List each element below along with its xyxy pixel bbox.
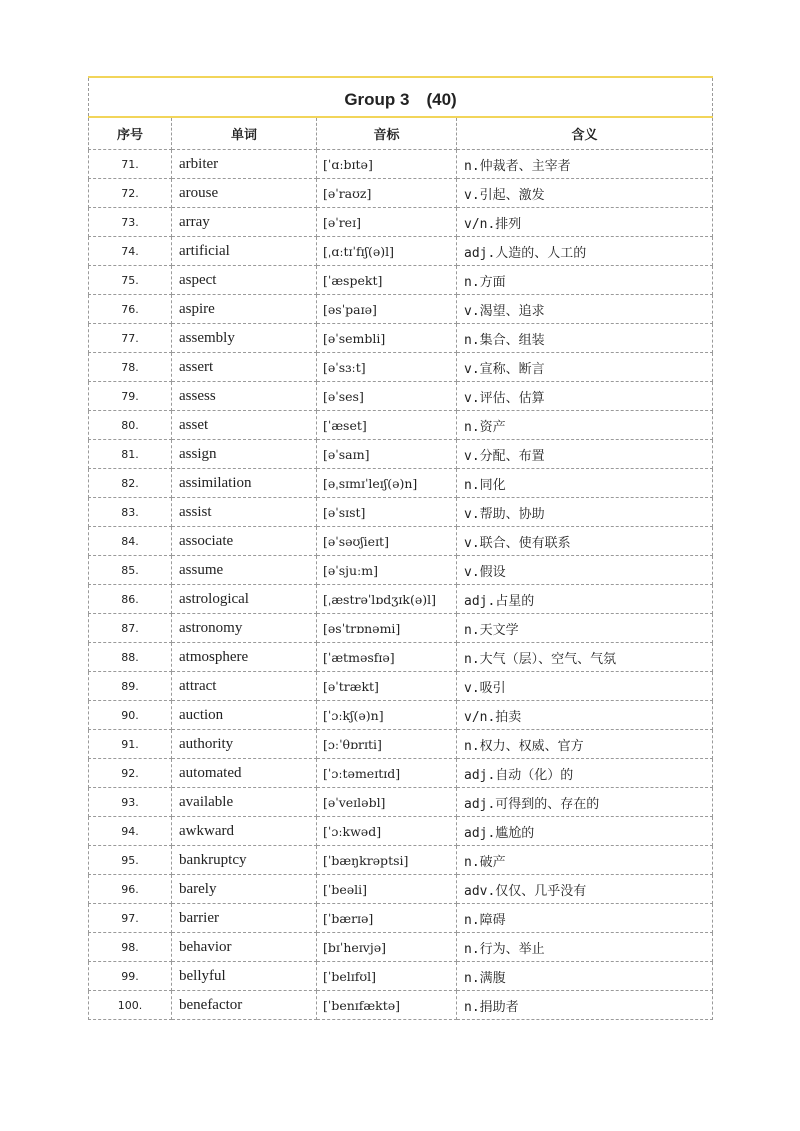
phonetic: [ˈbæŋkrəptsi] — [317, 846, 457, 875]
word: available — [172, 788, 317, 817]
meaning: n.资产 — [457, 411, 713, 440]
phonetic: [əˈsaɪn] — [317, 440, 457, 469]
phonetic: [əˈtrækt] — [317, 672, 457, 701]
word: astronomy — [172, 614, 317, 643]
meaning: v/n.排列 — [457, 208, 713, 237]
meaning: n.破产 — [457, 846, 713, 875]
row-number: 81. — [89, 440, 172, 469]
vocabulary-table — [88, 76, 713, 1020]
word: assembly — [172, 324, 317, 353]
table-row — [89, 266, 713, 295]
row-number: 94. — [89, 817, 172, 846]
row-number: 79. — [89, 382, 172, 411]
phonetic: [əˈses] — [317, 382, 457, 411]
table-row — [89, 643, 713, 672]
meaning: v.帮助、协助 — [457, 498, 713, 527]
word: auction — [172, 701, 317, 730]
phonetic: [əˈveɪləbl] — [317, 788, 457, 817]
table-row — [89, 904, 713, 933]
row-number: 80. — [89, 411, 172, 440]
meaning: n.天文学 — [457, 614, 713, 643]
meaning: v.吸引 — [457, 672, 713, 701]
table-row — [89, 440, 713, 469]
row-number: 100. — [89, 991, 172, 1020]
meaning: adj.占星的 — [457, 585, 713, 614]
row-number: 76. — [89, 295, 172, 324]
phonetic: [əˈsəʊʃieɪt] — [317, 527, 457, 556]
word: barely — [172, 875, 317, 904]
word: assimilation — [172, 469, 317, 498]
header-phonetic: 音标 — [317, 117, 457, 150]
phonetic: [əˈreɪ] — [317, 208, 457, 237]
group-title: Group 3 (40) — [89, 77, 713, 117]
word: associate — [172, 527, 317, 556]
table-row — [89, 353, 713, 382]
word: arbiter — [172, 150, 317, 179]
row-number: 98. — [89, 933, 172, 962]
phonetic: [ˈɔːkwəd] — [317, 817, 457, 846]
meaning: n.行为、举止 — [457, 933, 713, 962]
word: atmosphere — [172, 643, 317, 672]
table-row — [89, 991, 713, 1020]
word: artificial — [172, 237, 317, 266]
phonetic: [ˈbærɪə] — [317, 904, 457, 933]
word: assume — [172, 556, 317, 585]
row-number: 74. — [89, 237, 172, 266]
table-row — [89, 556, 713, 585]
table-row — [89, 527, 713, 556]
phonetic: [ˈbeəli] — [317, 875, 457, 904]
row-number: 87. — [89, 614, 172, 643]
word: assist — [172, 498, 317, 527]
title-row — [89, 77, 713, 117]
table-row — [89, 672, 713, 701]
row-number: 91. — [89, 730, 172, 759]
row-number: 73. — [89, 208, 172, 237]
phonetic: [əˈsjuːm] — [317, 556, 457, 585]
table-row — [89, 382, 713, 411]
meaning: n.满腹 — [457, 962, 713, 991]
phonetic: [əsˈpaɪə] — [317, 295, 457, 324]
word: array — [172, 208, 317, 237]
row-number: 72. — [89, 179, 172, 208]
meaning: v/n.拍卖 — [457, 701, 713, 730]
word: aspect — [172, 266, 317, 295]
phonetic: [ˈɔːtəmeɪtɪd] — [317, 759, 457, 788]
word: behavior — [172, 933, 317, 962]
table-row — [89, 324, 713, 353]
phonetic: [əˌsɪmɪˈleɪʃ(ə)n] — [317, 469, 457, 498]
phonetic: [bɪˈheɪvjə] — [317, 933, 457, 962]
table-row — [89, 933, 713, 962]
header-number: 序号 — [89, 117, 172, 150]
meaning: v.假设 — [457, 556, 713, 585]
row-number: 90. — [89, 701, 172, 730]
row-number: 83. — [89, 498, 172, 527]
meaning: v.分配、布置 — [457, 440, 713, 469]
table-row — [89, 701, 713, 730]
phonetic: [əˈsembli] — [317, 324, 457, 353]
table-row — [89, 150, 713, 179]
row-number: 85. — [89, 556, 172, 585]
phonetic: [ɔːˈθɒrɪti] — [317, 730, 457, 759]
table-row — [89, 875, 713, 904]
word: astrological — [172, 585, 317, 614]
row-number: 75. — [89, 266, 172, 295]
row-number: 92. — [89, 759, 172, 788]
meaning: n.障碍 — [457, 904, 713, 933]
word: awkward — [172, 817, 317, 846]
meaning: adj.尴尬的 — [457, 817, 713, 846]
word: automated — [172, 759, 317, 788]
word: arouse — [172, 179, 317, 208]
phonetic: [ˈɔːkʃ(ə)n] — [317, 701, 457, 730]
row-number: 99. — [89, 962, 172, 991]
meaning: v.评估、估算 — [457, 382, 713, 411]
table-row — [89, 179, 713, 208]
table-row — [89, 237, 713, 266]
phonetic: [ˈæspekt] — [317, 266, 457, 295]
meaning: v.渴望、追求 — [457, 295, 713, 324]
word: assert — [172, 353, 317, 382]
meaning: n.权力、权威、官方 — [457, 730, 713, 759]
meaning: n.仲裁者、主宰者 — [457, 150, 713, 179]
table-row — [89, 846, 713, 875]
row-number: 77. — [89, 324, 172, 353]
header-word: 单词 — [172, 117, 317, 150]
phonetic: [ˈæset] — [317, 411, 457, 440]
table-row — [89, 498, 713, 527]
word: benefactor — [172, 991, 317, 1020]
row-number: 82. — [89, 469, 172, 498]
word: bellyful — [172, 962, 317, 991]
header-row — [89, 117, 713, 150]
phonetic: [əˈsɜːt] — [317, 353, 457, 382]
meaning: v.宣称、断言 — [457, 353, 713, 382]
table-row — [89, 614, 713, 643]
meaning: n.集合、组装 — [457, 324, 713, 353]
phonetic: [ˈɑːbɪtə] — [317, 150, 457, 179]
meaning: adj.可得到的、存在的 — [457, 788, 713, 817]
meaning: v.引起、激发 — [457, 179, 713, 208]
phonetic: [əˈsɪst] — [317, 498, 457, 527]
table-row — [89, 788, 713, 817]
table-row — [89, 759, 713, 788]
row-number: 78. — [89, 353, 172, 382]
meaning: v.联合、使有联系 — [457, 527, 713, 556]
table-row — [89, 817, 713, 846]
table-row — [89, 208, 713, 237]
word: barrier — [172, 904, 317, 933]
row-number: 96. — [89, 875, 172, 904]
row-number: 88. — [89, 643, 172, 672]
meaning: adj.自动（化）的 — [457, 759, 713, 788]
word: asset — [172, 411, 317, 440]
table-row — [89, 585, 713, 614]
phonetic: [ˌɑːtɪˈfɪʃ(ə)l] — [317, 237, 457, 266]
meaning: adv.仅仅、几乎没有 — [457, 875, 713, 904]
meaning: n.方面 — [457, 266, 713, 295]
word: assess — [172, 382, 317, 411]
word: authority — [172, 730, 317, 759]
table-row — [89, 962, 713, 991]
table-row — [89, 295, 713, 324]
row-number: 95. — [89, 846, 172, 875]
row-number: 89. — [89, 672, 172, 701]
row-number: 84. — [89, 527, 172, 556]
phonetic: [əˈraʊz] — [317, 179, 457, 208]
phonetic: [ˈbenɪfæktə] — [317, 991, 457, 1020]
phonetic: [ˌæstrəˈlɒdʒɪk(ə)l] — [317, 585, 457, 614]
meaning: n.大气（层）、空气、气氛 — [457, 643, 713, 672]
phonetic: [əsˈtrɒnəmi] — [317, 614, 457, 643]
row-number: 93. — [89, 788, 172, 817]
phonetic: [ˈbelɪfʊl] — [317, 962, 457, 991]
phonetic: [ˈætməsfɪə] — [317, 643, 457, 672]
meaning: n.同化 — [457, 469, 713, 498]
table-row — [89, 469, 713, 498]
word: assign — [172, 440, 317, 469]
word: aspire — [172, 295, 317, 324]
meaning: n.捐助者 — [457, 991, 713, 1020]
meaning: adj.人造的、人工的 — [457, 237, 713, 266]
table-row — [89, 411, 713, 440]
word: attract — [172, 672, 317, 701]
vocabulary-rows — [89, 150, 713, 1020]
table-row — [89, 730, 713, 759]
header-meaning: 含义 — [457, 117, 713, 150]
row-number: 71. — [89, 150, 172, 179]
row-number: 86. — [89, 585, 172, 614]
word: bankruptcy — [172, 846, 317, 875]
row-number: 97. — [89, 904, 172, 933]
